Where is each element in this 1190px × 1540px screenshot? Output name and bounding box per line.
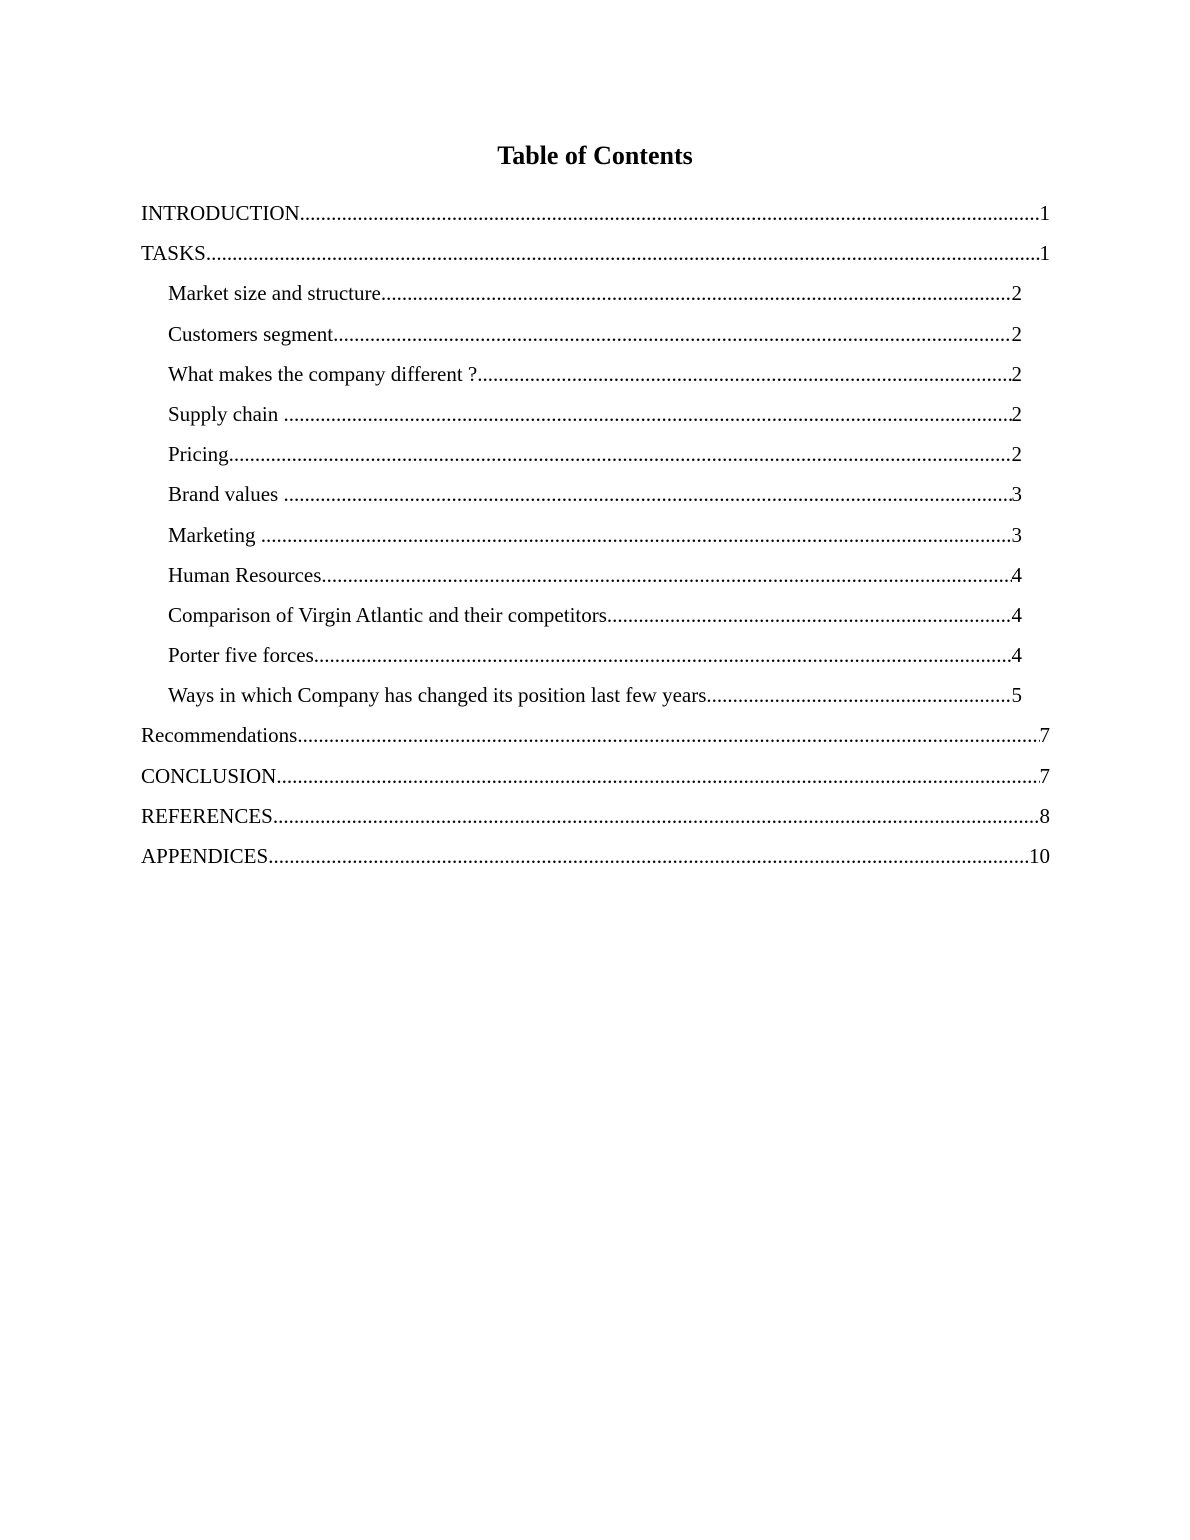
dot-leader	[314, 638, 1012, 672]
toc-entry-page: 3	[1011, 482, 1022, 507]
toc-entry-label: Recommendations	[141, 718, 297, 752]
toc-title: Table of Contents	[497, 141, 693, 170]
toc-entry-page: 2	[1011, 361, 1022, 386]
toc-entry-introduction[interactable]	[141, 196, 1050, 236]
toc-entry-label: INTRODUCTION	[141, 196, 300, 230]
toc-entry-label: APPENDICES	[141, 839, 268, 873]
toc-entry-label: Pricing	[168, 437, 229, 471]
dot-leader	[273, 799, 1040, 833]
toc-entry-page: 4	[1011, 562, 1022, 587]
dot-leader	[607, 598, 1012, 632]
toc-entry-label: Brand values	[168, 477, 283, 511]
toc-entry-customers-segment[interactable]	[168, 317, 1022, 357]
toc-entry-appendices[interactable]	[141, 839, 1050, 879]
dot-leader	[229, 437, 1012, 471]
toc-entry-page: 2	[1011, 442, 1022, 467]
dot-leader	[381, 276, 1012, 310]
toc-entry-label: What makes the company different ?	[168, 357, 477, 391]
toc-entry-conclusion[interactable]	[141, 759, 1050, 799]
dot-leader	[283, 477, 1011, 511]
toc-entry-page: 4	[1011, 602, 1022, 627]
toc-entry-page: 3	[1011, 522, 1022, 547]
toc-entry-page: 10	[1029, 844, 1050, 868]
dot-leader	[261, 518, 1012, 552]
toc-list	[0, 196, 1190, 879]
toc-entry-label: Porter five forces	[168, 638, 314, 672]
toc-entry-label: Human Resources	[168, 558, 321, 592]
toc-entry-page: 1	[1039, 241, 1050, 266]
toc-entry-label: Supply chain	[168, 397, 284, 431]
toc-entry-page: 2	[1011, 281, 1022, 306]
dot-leader	[268, 839, 1029, 873]
toc-entry-page: 1	[1039, 201, 1050, 225]
dot-leader	[297, 718, 1039, 752]
toc-entry-page: 2	[1011, 401, 1022, 426]
toc-entry-company-different[interactable]	[168, 357, 1022, 397]
toc-entry-position-changes[interactable]	[168, 678, 1022, 718]
toc-entry-page: 5	[1011, 683, 1022, 708]
toc-entry-label: Market size and structure	[168, 276, 381, 310]
toc-entry-references[interactable]	[141, 799, 1050, 839]
toc-entry-pricing[interactable]	[168, 437, 1022, 477]
dot-leader	[706, 678, 1011, 712]
toc-entry-label: REFERENCES	[141, 799, 273, 833]
toc-entry-recommendations[interactable]	[141, 718, 1050, 758]
toc-entry-marketing[interactable]	[168, 518, 1022, 558]
toc-entry-page: 8	[1039, 803, 1050, 828]
toc-entry-page: 7	[1039, 763, 1050, 788]
toc-entry-page: 2	[1011, 321, 1022, 346]
dot-leader	[206, 236, 1040, 270]
toc-entry-market-size[interactable]	[168, 276, 1022, 316]
toc-entry-human-resources[interactable]	[168, 558, 1022, 598]
dot-leader	[284, 397, 1012, 431]
toc-entry-page: 4	[1011, 643, 1022, 668]
dot-leader	[300, 196, 1040, 230]
toc-entry-label: TASKS	[141, 236, 206, 270]
toc-entry-page: 7	[1039, 723, 1050, 748]
toc-entry-label: CONCLUSION	[141, 759, 276, 793]
toc-entry-porter-five-forces[interactable]	[168, 638, 1022, 678]
toc-entry-comparison[interactable]	[168, 598, 1022, 638]
dot-leader	[321, 558, 1011, 592]
toc-entry-supply-chain[interactable]	[168, 397, 1022, 437]
toc-entry-tasks[interactable]	[141, 236, 1050, 276]
dot-leader	[276, 759, 1039, 793]
dot-leader	[477, 357, 1011, 391]
dot-leader	[333, 317, 1011, 351]
toc-entry-label: Marketing	[168, 518, 261, 552]
toc-entry-label: Comparison of Virgin Atlantic and their competitors	[168, 598, 607, 632]
toc-entry-label: Ways in which Company has changed its position last few years	[168, 678, 706, 712]
toc-entry-label: Customers segment	[168, 317, 333, 351]
toc-entry-brand-values[interactable]	[168, 477, 1022, 517]
